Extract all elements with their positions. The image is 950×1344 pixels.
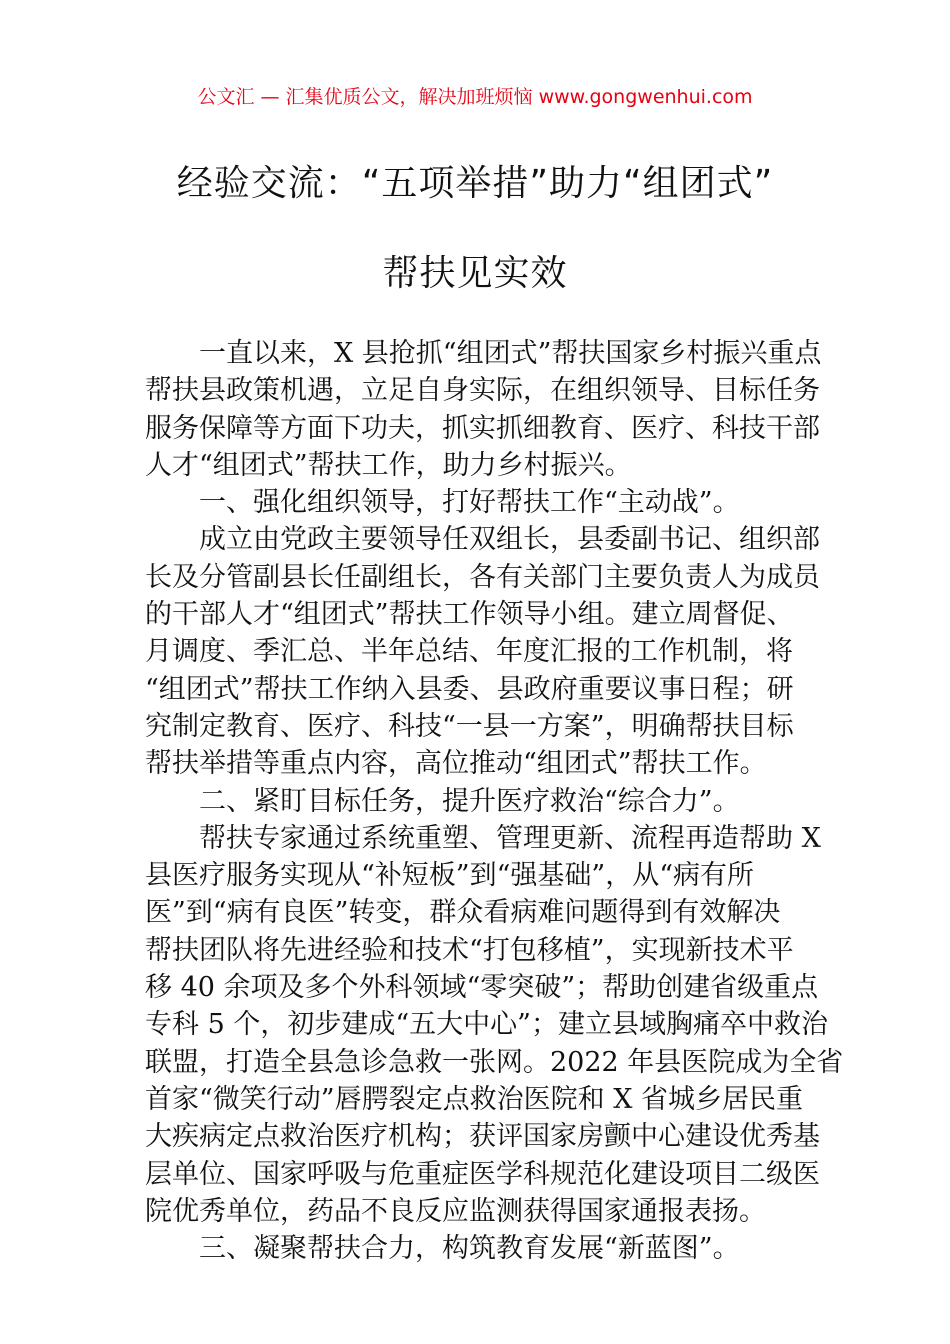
body-line: 移 40 余项及多个外科领域“零突破”；帮助创建省级重点 xyxy=(145,972,819,1004)
body-line: 成立由党政主要领导任双组长，县委副书记、组织部 xyxy=(199,524,820,556)
body-line: 层单位、国家呼吸与危重症医学科规范化建设项目二级医 xyxy=(145,1158,820,1190)
body-line: 的干部人才“组团式”帮扶工作领导小组。建立周督促、 xyxy=(145,599,794,631)
body-line: 联盟，打造全县急诊急救一张网。2022 年县医院成为全省 xyxy=(145,1046,844,1078)
body-line: 一直以来，X 县抢抓“组团式”帮扶国家乡村振兴重点 xyxy=(199,338,822,369)
body-line: 帮扶县政策机遇，立足自身实际，在组织领导、目标任务 xyxy=(145,375,820,407)
body-line: 首家“微笑行动”唇腭裂定点救治医院和 X 省城乡居民重 xyxy=(145,1083,803,1115)
body-line: “组团式”帮扶工作纳入县委、县政府重要议事日程；研 xyxy=(145,673,794,705)
body-line: 人才“组团式”帮扶工作，助力乡村振兴。 xyxy=(145,449,632,481)
body-line: 服务保障等方面下功夫，抓实抓细教育、医疗、科技干部 xyxy=(145,412,820,444)
article-body xyxy=(145,335,844,1267)
section-heading-1: 一、强化组织领导，打好帮扶工作“主动战”。 xyxy=(199,487,740,519)
title-line-1: 经验交流：“五项举措”助力“组团式” xyxy=(176,163,774,204)
body-line: 大疾病定点救治医疗机构；获评国家房颤中心建设优秀基 xyxy=(145,1121,820,1153)
section-heading-3: 三、凝聚帮扶合力，构筑教育发展“新蓝图”。 xyxy=(199,1233,740,1265)
body-line: 帮扶举措等重点内容，高位推动“组团式”帮扶工作。 xyxy=(145,748,767,780)
section-heading-2: 二、紧盯目标任务，提升医疗救治“综合力”。 xyxy=(199,785,740,817)
body-line: 医”到“病有良医”转变，群众看病难问题得到有效解决 xyxy=(145,897,781,929)
body-line: 县医疗服务实现从“补短板”到“强基础”，从“病有所 xyxy=(145,860,755,892)
body-line: 月调度、季汇总、半年总结、年度汇报的工作机制，将 xyxy=(145,636,793,668)
body-line: 长及分管副县长任副组长，各有关部门主要负责人为成员 xyxy=(145,561,820,593)
body-line: 究制定教育、医疗、科技“一县一方案”，明确帮扶目标 xyxy=(145,710,794,742)
title-line-2: 帮扶见实效 xyxy=(382,253,568,294)
body-line: 帮扶专家通过系统重塑、管理更新、流程再造帮助 X xyxy=(199,822,821,854)
site-header: 公文汇 — 汇集优质公文，解决加班烦恼 www.gongwenhui.com xyxy=(197,86,753,108)
body-line: 院优秀单位，药品不良反应监测获得国家通报表扬。 xyxy=(145,1195,766,1227)
body-line: 帮扶团队将先进经验和技术“打包移植”，实现新技术平 xyxy=(145,934,794,966)
body-line: 专科 5 个，初步建成“五大中心”；建立县域胸痛卒中救治 xyxy=(145,1009,828,1041)
